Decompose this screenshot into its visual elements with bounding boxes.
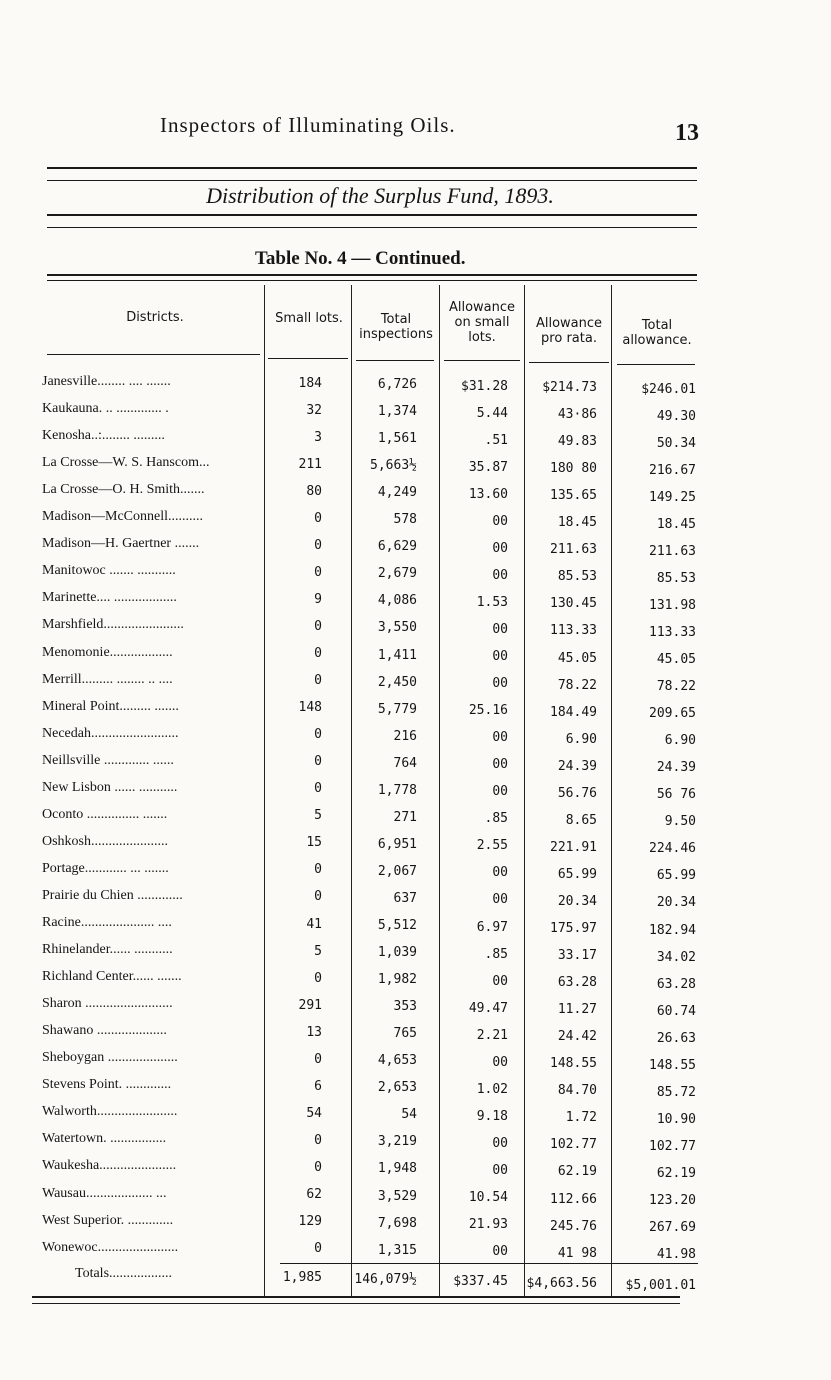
district-name: Prairie du Chien ............. xyxy=(42,887,183,903)
total-inspections-value: 6,951 xyxy=(377,836,417,852)
allowance-small-lots-value: 00 xyxy=(492,784,508,800)
total-inspections-value: 4,653 xyxy=(377,1053,417,1069)
page-header-title: Inspectors of Illuminating Oils. xyxy=(160,113,456,137)
allowance-pro-rata-value: 102.77 xyxy=(550,1137,597,1153)
allowance-small-lots-value: 13.60 xyxy=(468,486,508,502)
total-inspections-value: 7,698 xyxy=(377,1215,417,1231)
total-allowance-value: 216.67 xyxy=(649,462,696,478)
allowance-small-lots-value: 5.44 xyxy=(476,405,508,421)
table-top-rule-thin xyxy=(47,280,697,281)
total-inspections-value: 2,450 xyxy=(377,674,417,690)
allowance-pro-rata-value: 49.83 xyxy=(557,434,597,450)
total-inspections-value: 2,679 xyxy=(377,566,417,582)
allowance-pro-rata-value: 135.65 xyxy=(550,488,597,504)
subtitle-rule xyxy=(47,214,697,216)
total-inspections-value: 54 xyxy=(401,1107,417,1123)
total-allowance-value: 34.02 xyxy=(656,949,696,965)
allowance-small-lots-value: 00 xyxy=(492,621,508,637)
total-inspections-value: 1,982 xyxy=(377,972,417,988)
top-rule xyxy=(47,167,697,169)
total-allowance-value: 148.55 xyxy=(649,1057,696,1073)
column-header-allowance-small-lots: Allowance on small lots. xyxy=(448,300,516,345)
district-name: Kaukauna. .. ............. . xyxy=(42,401,169,417)
total-allowance-value: 24.39 xyxy=(656,760,696,776)
table-row xyxy=(0,455,831,482)
district-name: Racine..................... .... xyxy=(42,915,172,930)
table-row xyxy=(0,807,831,834)
allowance-pro-rata-value: 84.70 xyxy=(557,1083,597,1099)
table-row xyxy=(0,834,831,861)
allowance-pro-rata-value: 112.66 xyxy=(550,1191,597,1207)
allowance-pro-rata-value: 8.65 xyxy=(565,812,597,828)
district-name: Shawano .................... xyxy=(42,1023,167,1039)
table-row xyxy=(0,861,831,888)
allowance-small-lots-value: 1.53 xyxy=(476,594,508,610)
district-name: Rhinelander...... ........... xyxy=(42,942,173,958)
allowance-small-lots-value: 2.55 xyxy=(476,838,508,854)
table-row xyxy=(0,726,831,753)
column-header-total-inspections: Total inspections xyxy=(359,312,433,342)
small-lots-value: 15 xyxy=(306,835,322,851)
subtitle: Distribution of the Surplus Fund, 1893. xyxy=(206,183,554,208)
allowance-pro-rata-value: 180 80 xyxy=(550,461,597,477)
small-lots-value: 6 xyxy=(314,1078,322,1094)
allowance-small-lots-value: 21.93 xyxy=(468,1217,508,1233)
totals-small-lots: 1,985 xyxy=(282,1270,322,1285)
total-allowance-value: 49.30 xyxy=(656,408,696,424)
total-inspections-value: 271 xyxy=(393,809,417,825)
table-row xyxy=(0,590,831,617)
total-allowance-value: 85.53 xyxy=(656,570,696,586)
district-name: Sharon ......................... xyxy=(42,996,173,1012)
total-allowance-value: 85.72 xyxy=(656,1084,696,1100)
total-allowance-value: 267.69 xyxy=(649,1220,696,1236)
allowance-pro-rata-value: 33.17 xyxy=(557,948,597,964)
allowance-pro-rata-value: 78.22 xyxy=(557,677,597,693)
allowance-small-lots-value: 00 xyxy=(492,973,508,989)
district-name: Marinette.... .................. xyxy=(42,590,177,606)
district-name: Portage............ ... ....... xyxy=(42,860,169,876)
total-allowance-value: 211.63 xyxy=(649,543,696,559)
allowance-small-lots-value: .51 xyxy=(484,432,508,448)
total-inspections-value: 5,663½ xyxy=(370,458,417,474)
allowance-small-lots-value: 1.02 xyxy=(476,1081,508,1097)
table-row xyxy=(0,428,831,455)
district-name: Janesville........ .... ....... xyxy=(42,374,171,389)
small-lots-value: 0 xyxy=(314,646,322,661)
table-row xyxy=(0,699,831,726)
allowance-pro-rata-value: 175.97 xyxy=(550,921,597,936)
allowance-small-lots-value: 35.87 xyxy=(468,459,508,475)
total-allowance-value: 131.98 xyxy=(649,597,696,613)
district-name: Walworth....................... xyxy=(42,1104,178,1120)
district-name: Sheboygan .................... xyxy=(42,1050,178,1066)
total-inspections-value: 578 xyxy=(393,512,417,528)
allowance-pro-rata-value: 148.55 xyxy=(550,1056,597,1072)
small-lots-value: 5 xyxy=(314,808,322,824)
allowance-small-lots-value: 49.47 xyxy=(468,1000,508,1016)
total-inspections-value: 2,067 xyxy=(377,863,417,879)
district-name: Merrill......... ........ .. .... xyxy=(42,671,173,687)
small-lots-value: 129 xyxy=(298,1214,322,1230)
district-name: Menomonie.................. xyxy=(42,644,173,660)
header-underline-small-lots xyxy=(268,358,348,359)
total-allowance-value: 26.63 xyxy=(656,1030,696,1046)
allowance-small-lots-value: .85 xyxy=(484,946,508,962)
district-name: La Crosse—O. H. Smith....... xyxy=(42,482,205,498)
allowance-pro-rata-value: 1.72 xyxy=(565,1110,597,1126)
table-row xyxy=(0,1023,831,1050)
district-name: Wausau................... ... xyxy=(42,1185,167,1201)
totals-allowance-small-lots: $337.45 xyxy=(453,1274,508,1289)
table-row xyxy=(0,969,831,996)
total-allowance-value: 65.99 xyxy=(656,868,696,884)
total-inspections-value: 1,315 xyxy=(377,1242,417,1258)
small-lots-value: 41 xyxy=(306,916,322,932)
totals-total-inspections: 146,079½ xyxy=(354,1272,417,1287)
district-name: New Lisbon ...... ........... xyxy=(42,779,178,795)
table-row xyxy=(0,942,831,969)
allowance-pro-rata-value: 63.28 xyxy=(557,975,597,991)
total-inspections-value: 6,726 xyxy=(377,377,417,392)
district-name: Waukesha...................... xyxy=(42,1158,177,1174)
allowance-pro-rata-value: 11.27 xyxy=(557,1002,597,1018)
district-name: Madison—McConnell.......... xyxy=(42,509,203,525)
total-inspections-value: 216 xyxy=(393,728,417,744)
district-name: Kenosha..:........ ......... xyxy=(42,428,165,444)
total-inspections-value: 3,219 xyxy=(377,1134,417,1150)
small-lots-value: 0 xyxy=(314,727,322,743)
small-lots-value: 0 xyxy=(314,510,322,526)
small-lots-value: 0 xyxy=(314,781,322,797)
small-lots-value: 148 xyxy=(298,700,322,716)
total-allowance-value: 62.19 xyxy=(656,1165,696,1181)
total-allowance-value: 6.90 xyxy=(664,733,696,749)
total-allowance-value: 20.34 xyxy=(656,895,696,911)
district-name: Wonewoc....................... xyxy=(42,1239,179,1255)
allowance-small-lots-value: 00 xyxy=(492,1054,508,1070)
header-underline-allowance-small-lots xyxy=(444,360,520,361)
table-row xyxy=(0,617,831,644)
total-inspections-value: 1,411 xyxy=(377,647,417,663)
allowance-pro-rata-value: 211.63 xyxy=(550,542,597,558)
allowance-small-lots-value: 00 xyxy=(492,1135,508,1151)
total-inspections-value: 3,550 xyxy=(377,620,417,636)
small-lots-value: 3 xyxy=(314,429,322,445)
table-row xyxy=(0,888,831,915)
table-row xyxy=(0,536,831,563)
total-allowance-value: 18.45 xyxy=(656,516,696,532)
small-lots-value: 5 xyxy=(314,943,322,959)
table-row xyxy=(0,1104,831,1131)
table-row xyxy=(0,1213,831,1240)
table-row xyxy=(0,563,831,590)
column-header-small-lots: Small lots. xyxy=(275,311,343,326)
allowance-pro-rata-value: 184.49 xyxy=(550,704,597,720)
header-underline-total-inspections xyxy=(356,360,434,361)
allowance-small-lots-value: 00 xyxy=(492,676,508,692)
table-bottom-rule-thin xyxy=(32,1303,680,1304)
total-inspections-value: 5,779 xyxy=(377,701,417,717)
table-row xyxy=(0,401,831,428)
small-lots-value: 0 xyxy=(314,564,322,580)
allowance-small-lots-value: 00 xyxy=(492,649,508,664)
small-lots-value: 62 xyxy=(306,1187,322,1202)
allowance-small-lots-value: 00 xyxy=(492,730,508,746)
allowance-pro-rata-value: 20.34 xyxy=(557,893,597,909)
total-allowance-value: $246.01 xyxy=(641,381,696,397)
allowance-pro-rata-value: 24.39 xyxy=(557,758,597,774)
totals-label: Totals.................. xyxy=(75,1266,173,1281)
small-lots-value: 0 xyxy=(314,1132,322,1148)
small-lots-value: 80 xyxy=(306,483,322,499)
small-lots-value: 0 xyxy=(314,1241,322,1257)
small-lots-value: 9 xyxy=(314,591,322,607)
small-lots-value: 0 xyxy=(314,1051,322,1067)
table-row xyxy=(0,1050,831,1077)
table-row xyxy=(0,1077,831,1104)
allowance-small-lots-value: 00 xyxy=(492,513,508,529)
allowance-small-lots-value: 00 xyxy=(492,540,508,556)
allowance-small-lots-value: 00 xyxy=(492,1244,508,1260)
top-rule-thin xyxy=(47,180,697,181)
total-inspections-value: 4,086 xyxy=(377,593,417,609)
total-allowance-value: 102.77 xyxy=(649,1138,696,1154)
total-allowance-value: 78.22 xyxy=(656,679,696,695)
totals-total-allowance: $5,001.01 xyxy=(625,1278,696,1293)
column-header-allowance-pro-rata: Allowance pro rata. xyxy=(535,316,603,346)
district-name: Watertown. ................ xyxy=(42,1131,167,1147)
column-header-districts: Districts. xyxy=(126,310,184,325)
allowance-small-lots-value: 6.97 xyxy=(476,919,508,935)
table-row xyxy=(0,1131,831,1158)
district-name: Necedah......................... xyxy=(42,725,179,741)
table-bottom-rule xyxy=(32,1296,680,1298)
total-allowance-value: 209.65 xyxy=(649,706,696,722)
district-name: Marshfield....................... xyxy=(42,617,184,633)
table-top-rule xyxy=(47,274,697,276)
table-row xyxy=(0,996,831,1023)
total-inspections-value: 1,374 xyxy=(377,404,417,420)
allowance-small-lots-value: 00 xyxy=(492,865,508,881)
allowance-pro-rata-value: 43·86 xyxy=(557,407,597,423)
table-row xyxy=(0,645,831,672)
total-allowance-value: 10.90 xyxy=(656,1111,696,1127)
allowance-pro-rata-value: 65.99 xyxy=(557,866,597,882)
allowance-small-lots-value: 2.21 xyxy=(476,1027,508,1043)
allowance-pro-rata-value: 245.76 xyxy=(550,1218,597,1234)
table-row xyxy=(0,915,831,942)
allowance-small-lots-value: 10.54 xyxy=(468,1190,508,1205)
allowance-small-lots-value: 00 xyxy=(492,757,508,773)
small-lots-value: 211 xyxy=(298,456,322,472)
total-allowance-value: 60.74 xyxy=(656,1003,696,1019)
table-row xyxy=(0,672,831,699)
total-inspections-value: 353 xyxy=(393,999,417,1015)
table-row xyxy=(0,482,831,509)
allowance-pro-rata-value: 221.91 xyxy=(550,839,597,855)
totals-rule xyxy=(280,1263,698,1264)
page-number: 13 xyxy=(675,120,699,146)
allowance-small-lots-value: 00 xyxy=(492,1162,508,1178)
total-inspections-value: 1,778 xyxy=(377,782,417,798)
allowance-small-lots-value: $31.28 xyxy=(461,378,508,394)
allowance-pro-rata-value: 41 98 xyxy=(557,1245,597,1261)
district-name: Oshkosh...................... xyxy=(42,833,169,849)
total-allowance-value: 56 76 xyxy=(656,787,696,803)
total-allowance-value: 149.25 xyxy=(649,489,696,505)
district-name: Oconto ............... ....... xyxy=(42,806,168,822)
allowance-pro-rata-value: 113.33 xyxy=(550,623,597,639)
total-allowance-value: 41.98 xyxy=(656,1247,696,1263)
district-name: La Crosse—W. S. Hanscom... xyxy=(42,455,210,471)
table-row xyxy=(0,780,831,807)
total-allowance-value: 123.20 xyxy=(649,1193,696,1208)
allowance-pro-rata-value: 18.45 xyxy=(557,515,597,531)
total-inspections-value: 1,039 xyxy=(377,945,417,961)
district-name: Stevens Point. ............. xyxy=(42,1077,172,1093)
allowance-small-lots-value: 00 xyxy=(492,892,508,908)
total-allowance-value: 63.28 xyxy=(656,976,696,992)
total-allowance-value: 224.46 xyxy=(649,841,696,857)
district-name: Neillsville ............. ...... xyxy=(42,752,174,768)
small-lots-value: 291 xyxy=(298,997,322,1013)
small-lots-value: 0 xyxy=(314,754,322,770)
total-inspections-value: 3,529 xyxy=(377,1188,417,1204)
total-inspections-value: 1,948 xyxy=(377,1161,417,1177)
small-lots-value: 32 xyxy=(306,402,322,418)
allowance-pro-rata-value: 130.45 xyxy=(550,596,597,612)
small-lots-value: 0 xyxy=(314,1159,322,1175)
table-row xyxy=(0,374,831,401)
allowance-pro-rata-value: 6.90 xyxy=(565,731,597,747)
district-name: Mineral Point......... ....... xyxy=(42,698,179,714)
district-name: Manitowoc ....... ........... xyxy=(42,563,176,579)
allowance-pro-rata-value: 62.19 xyxy=(557,1164,597,1180)
district-name: Madison—H. Gaertner ....... xyxy=(42,536,200,552)
table-row xyxy=(0,753,831,780)
small-lots-value: 0 xyxy=(314,862,322,878)
allowance-small-lots-value: 25.16 xyxy=(468,703,508,719)
small-lots-value: 0 xyxy=(314,889,322,905)
total-inspections-value: 1,561 xyxy=(377,431,417,447)
allowance-small-lots-value: 9.18 xyxy=(476,1108,508,1124)
allowance-pro-rata-value: 24.42 xyxy=(557,1029,597,1045)
small-lots-value: 0 xyxy=(314,537,322,553)
table-row xyxy=(0,1158,831,1185)
small-lots-value: 54 xyxy=(306,1105,322,1121)
total-inspections-value: 4,249 xyxy=(377,485,417,501)
total-allowance-value: 182.94 xyxy=(649,922,696,938)
district-name: West Superior. ............. xyxy=(42,1212,174,1228)
total-inspections-value: 765 xyxy=(393,1026,417,1042)
table-row xyxy=(0,1186,831,1213)
allowance-pro-rata-value: 45.05 xyxy=(557,650,597,666)
small-lots-value: 13 xyxy=(306,1024,322,1040)
totals-allowance-pro-rata: $4,663.56 xyxy=(526,1276,597,1291)
subtitle-rule-thin xyxy=(47,227,697,228)
total-allowance-value: 45.05 xyxy=(656,652,696,667)
total-allowance-value: 113.33 xyxy=(649,624,696,640)
total-allowance-value: 9.50 xyxy=(664,814,696,830)
header-underline-allowance-pro-rata xyxy=(529,362,609,363)
allowance-pro-rata-value: $214.73 xyxy=(542,380,597,395)
allowance-pro-rata-value: 56.76 xyxy=(557,785,597,801)
small-lots-value: 184 xyxy=(298,375,322,391)
district-name: Richland Center...... ....... xyxy=(42,969,182,985)
small-lots-value: 0 xyxy=(314,673,322,689)
table-caption: Table No. 4 — Continued. xyxy=(255,248,466,269)
total-inspections-value: 5,512 xyxy=(377,918,417,933)
total-inspections-value: 764 xyxy=(393,755,417,771)
header-underline-total-allowance xyxy=(617,364,695,365)
total-allowance-value: 50.34 xyxy=(656,435,696,451)
table-row xyxy=(0,509,831,536)
allowance-small-lots-value: 00 xyxy=(492,567,508,583)
total-inspections-value: 2,653 xyxy=(377,1080,417,1096)
column-header-total-allowance: Total allowance. xyxy=(622,318,692,348)
small-lots-value: 0 xyxy=(314,970,322,986)
header-underline-districts xyxy=(47,354,260,355)
total-inspections-value: 637 xyxy=(393,890,417,906)
allowance-pro-rata-value: 85.53 xyxy=(557,569,597,585)
total-inspections-value: 6,629 xyxy=(377,539,417,555)
small-lots-value: 0 xyxy=(314,618,322,634)
allowance-small-lots-value: .85 xyxy=(484,811,508,827)
